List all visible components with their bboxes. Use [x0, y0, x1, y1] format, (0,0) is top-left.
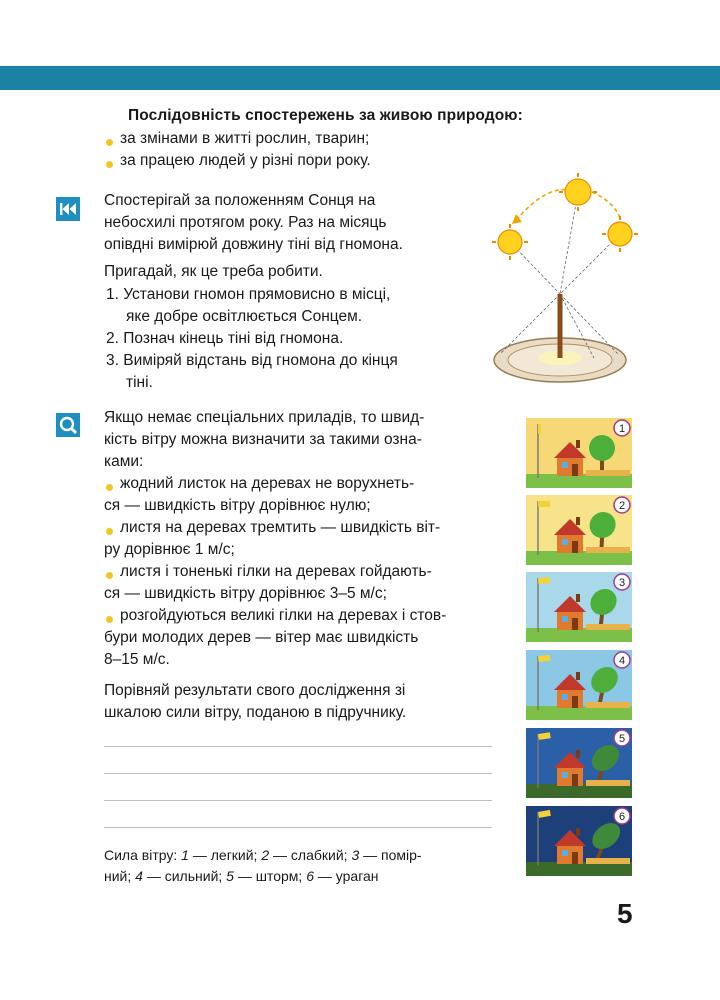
step-1-line-2: яке добре освітлюється Сонцем.: [126, 308, 363, 325]
wind-panel-number: 4: [618, 655, 626, 667]
wind-bullet-1-line-2: ся — швидкість вітру дорівнює нулю;: [104, 497, 371, 514]
wind-bullet-4-line-1: розгойдуються великі гілки на деревах і стов-: [120, 607, 447, 624]
writing-line: [104, 746, 492, 747]
wind-panel-number: 1: [618, 423, 626, 435]
wind-intro-line-2: кість вітру можна визначити за такими озна-: [104, 431, 422, 448]
wind-bullet-4-line-2: бури молодих дерев — вітер має швидкість: [104, 629, 419, 646]
sun-para-line-2: небосхилі протягом року. Раз на місяць: [104, 214, 387, 231]
gnomon-illustration: [486, 168, 646, 386]
writing-line: [104, 827, 492, 828]
caption-text: — ураган: [317, 868, 379, 884]
bullet-dot: [106, 161, 113, 168]
sun-para-line-1: Спостерігай за положенням Сонця на: [104, 192, 376, 209]
wind-panel-4: [526, 650, 632, 720]
rewind-icon: [56, 197, 80, 221]
wind-panel-number: 2: [618, 500, 626, 512]
caption-text: — шторм;: [237, 868, 303, 884]
wind-panel-number: 5: [618, 733, 626, 745]
magnifier-icon: [56, 413, 80, 437]
wind-panel-2: [526, 495, 632, 565]
bullet-dot: [106, 139, 113, 146]
writing-line: [104, 800, 492, 801]
caption-text: — сильний;: [146, 868, 223, 884]
page-number: 5: [617, 898, 633, 929]
bullet-top-1: за змінами в житті рослин, тварин;: [120, 130, 370, 147]
top-color-bar: [0, 66, 720, 90]
bullet-dot: [106, 572, 113, 579]
wind-intro-line-3: ками:: [104, 453, 144, 470]
caption-num: 1: [181, 847, 189, 863]
wind-panel-number: 6: [618, 811, 626, 823]
wind-panel-6: [526, 806, 632, 876]
caption-num: 5: [226, 868, 234, 884]
compare-line-1: Порівняй результати свого дослідження зі: [104, 682, 406, 699]
caption-text: — слабкий;: [273, 847, 348, 863]
wind-bullet-3-line-1: листя і тоненькі гілки на деревах гойдають-: [120, 563, 432, 580]
bullet-top-2: за працею людей у різні пори року.: [120, 152, 371, 169]
bullet-dot: [106, 484, 113, 491]
wind-panel-3: [526, 572, 632, 642]
wind-panel-1: [526, 418, 632, 488]
wind-bullet-4-line-3: 8–15 м/с.: [104, 651, 170, 668]
caption-label: Сила вітру:: [104, 847, 178, 863]
wind-panel-number: 3: [618, 577, 626, 589]
caption-text: — легкий;: [192, 847, 258, 863]
caption-text: ний;: [104, 868, 132, 884]
compare-line-2: шкалою сили вітру, поданою в підручнику.: [104, 704, 407, 721]
writing-line: [104, 773, 492, 774]
caption-num: 2: [261, 847, 270, 863]
sun-para-line-3: опівдні вимірюй довжину тіні від гномона.: [104, 236, 403, 253]
caption-num: 3: [351, 847, 360, 863]
caption-text: — помір-: [363, 847, 422, 863]
wind-intro-line-1: Якщо немає спеціальних приладів, то швид-: [104, 409, 425, 426]
caption-num: 6: [306, 868, 315, 884]
wind-bullet-2-line-1: листя на деревах тремтить — швидкість віт-: [120, 519, 441, 536]
step-2-line-1: 2. Познач кінець тіні від гномона.: [106, 330, 344, 347]
wind-bullet-2-line-2: ру дорівнює 1 м/с;: [104, 541, 235, 558]
sun-para-2: Пригадай, як це треба робити.: [104, 263, 323, 280]
bullet-dot: [106, 616, 113, 623]
step-3-line-2: тіні.: [126, 374, 153, 391]
bullet-dot: [106, 528, 113, 535]
wind-bullet-1-line-1: жодний листок на деревах не ворухнеть-: [120, 475, 415, 492]
step-1-line-1: 1. Установи гномон прямовисно в місці,: [106, 286, 391, 303]
wind-panel-5: [526, 728, 632, 798]
page-heading: Послідовність спостережень за живою природою:: [128, 107, 523, 124]
caption-num: 4: [135, 868, 143, 884]
wind-scale-caption: [104, 845, 494, 887]
wind-bullet-3-line-2: ся — швидкість вітру дорівнює 3–5 м/с;: [104, 585, 387, 602]
step-3-line-1: 3. Виміряй відстань від гномона до кінця: [106, 352, 398, 369]
